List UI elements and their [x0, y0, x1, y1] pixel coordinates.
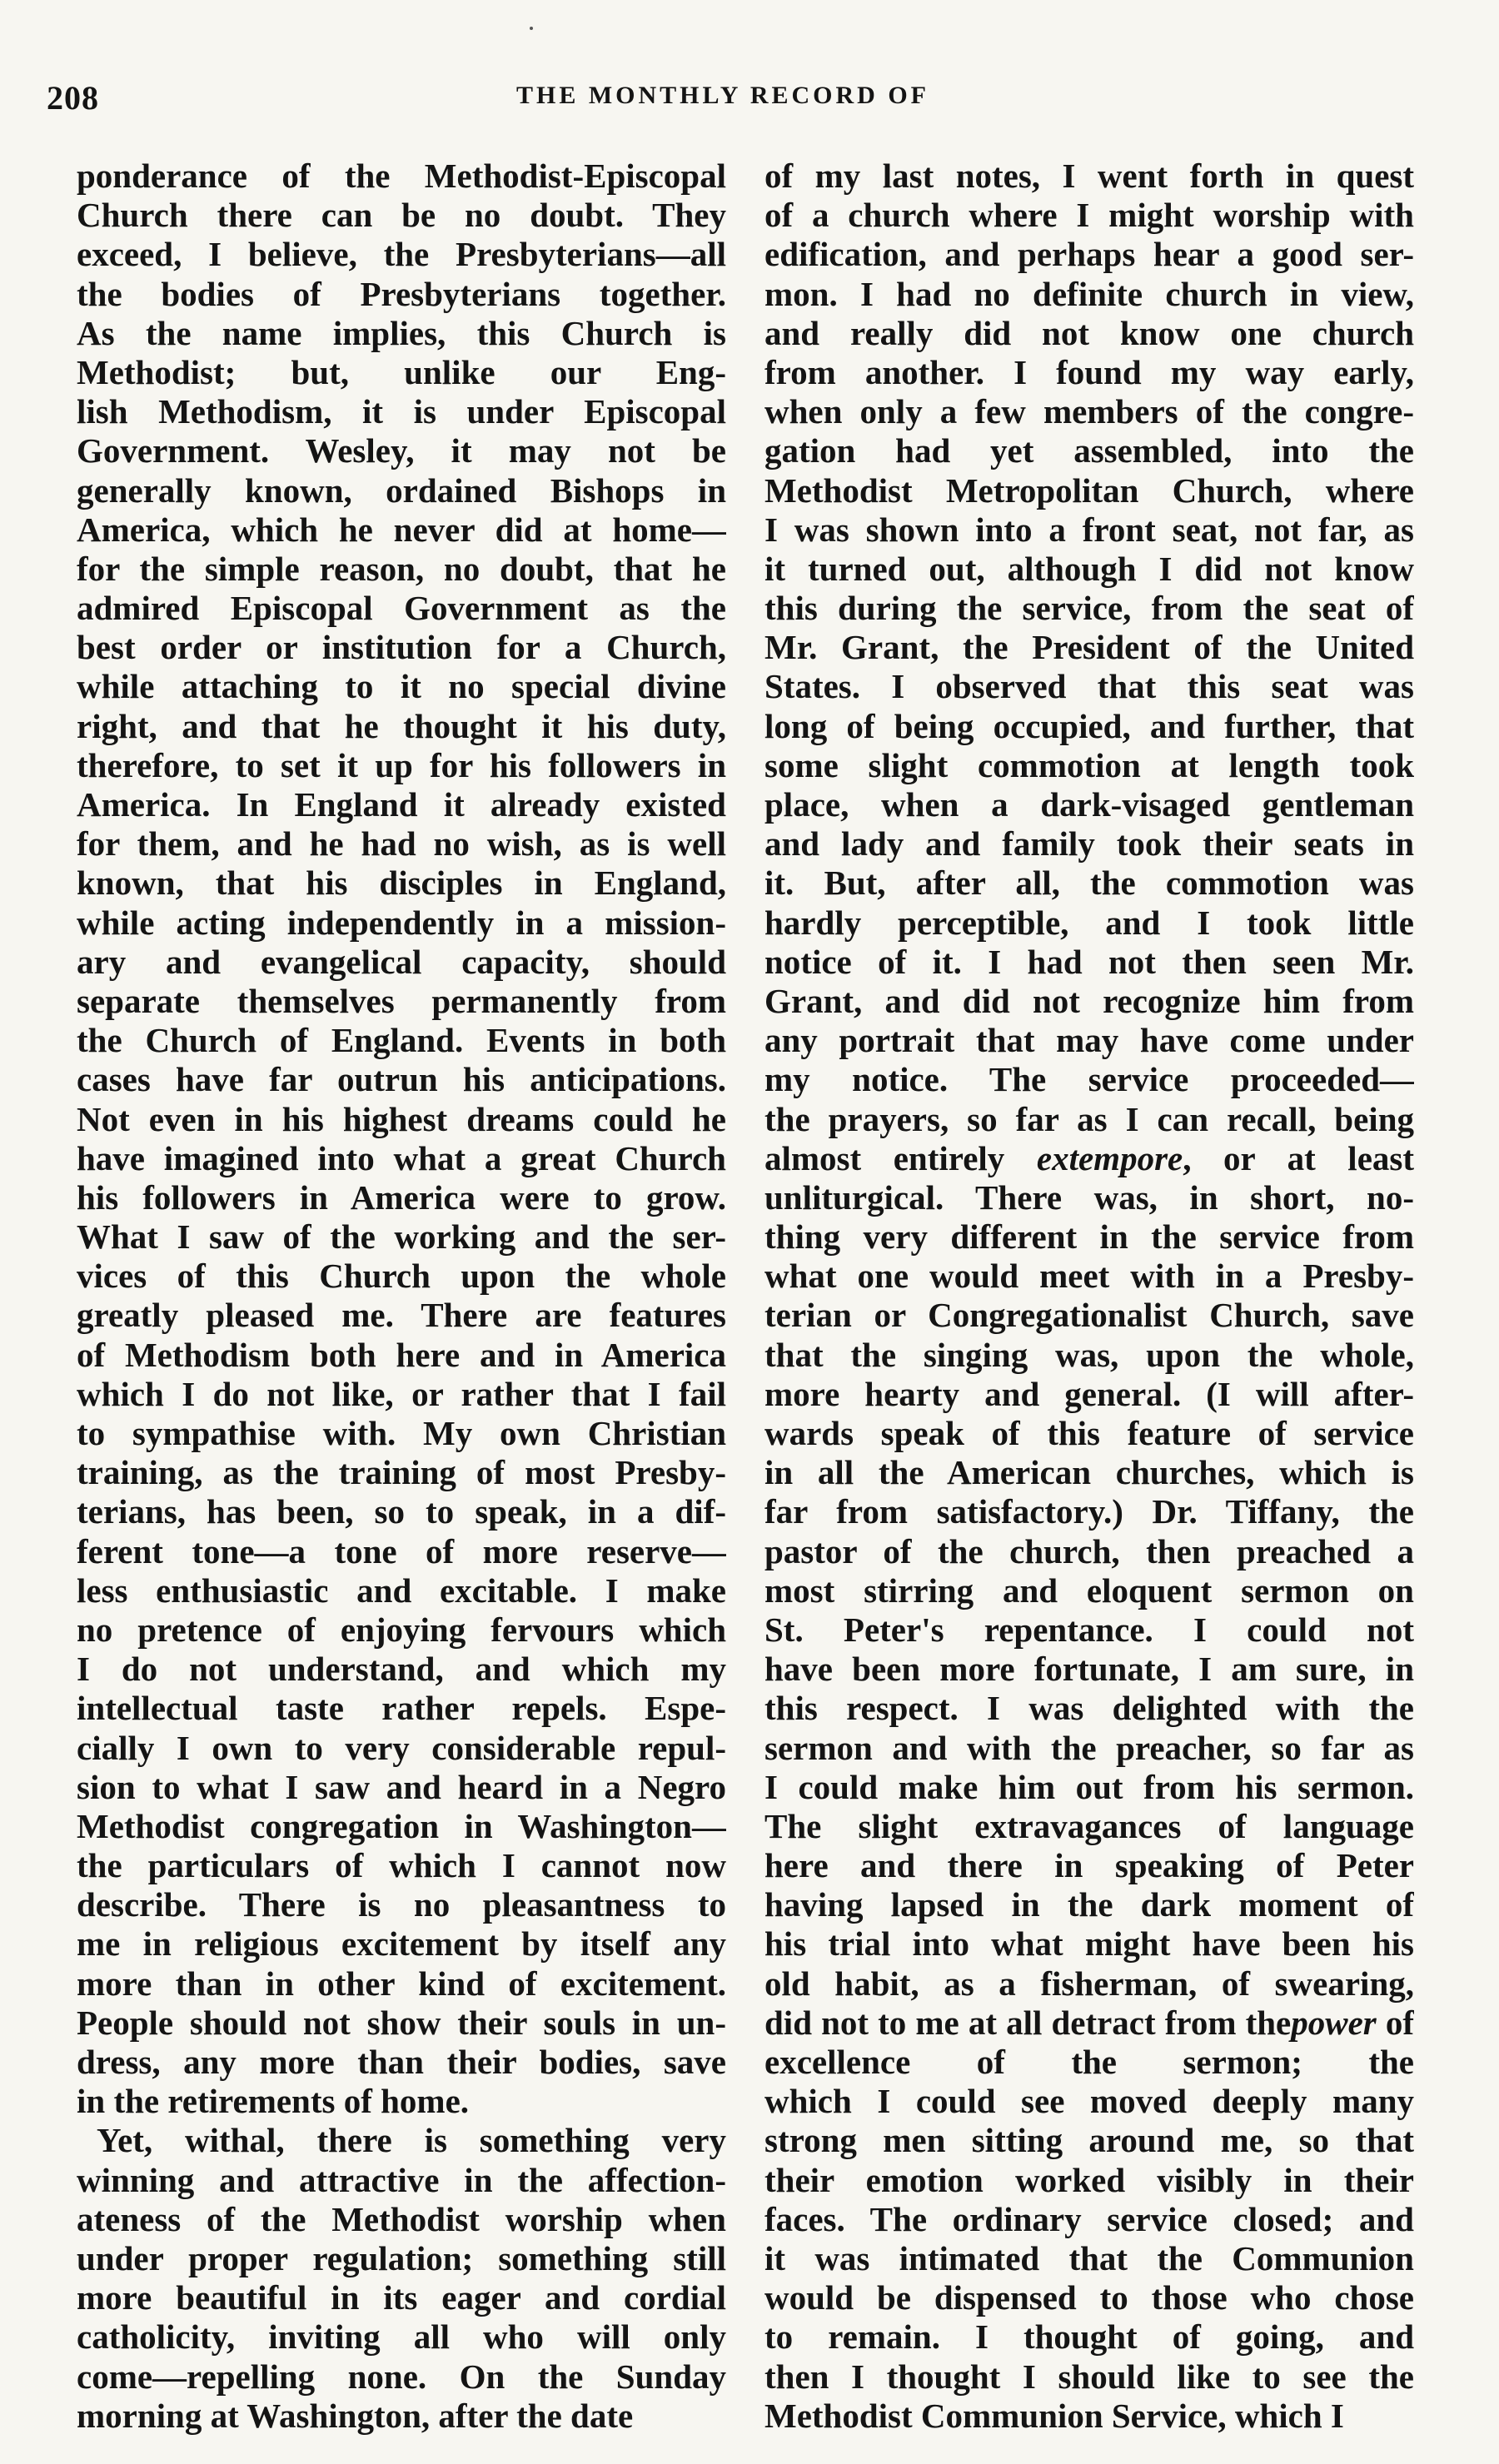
- text-line: exceed, I believe, the Presbyterians—all: [77, 235, 726, 274]
- text-line: it was intimated that the Communion: [764, 2238, 1414, 2277]
- text-line: Methodist Metropolitan Church, where: [764, 470, 1414, 510]
- text-line: Mr. Grant, the President of the United: [764, 628, 1414, 667]
- text-line: have imagined into what a great Church: [77, 1138, 726, 1177]
- text-line: Government. Wesley, it may not be: [77, 431, 726, 470]
- text-line: under proper regulation; something still: [77, 2238, 726, 2277]
- text-line: for them, and he had no wish, as is well: [77, 824, 726, 864]
- text-line: cially I own to very considerable repul-: [77, 1728, 726, 1767]
- text-line: America. In England it already existed: [77, 785, 726, 824]
- text-line: have been more fortunate, I am sure, in: [764, 1650, 1414, 1689]
- text-line: I was shown into a front seat, not far, as: [764, 510, 1414, 549]
- text-line: terians, has been, so to speak, in a dif-: [77, 1492, 726, 1531]
- text-line: cases have far outrun his anticipations.: [77, 1060, 726, 1099]
- page-header: [0, 78, 1499, 120]
- text-line: As the name implies, this Church is: [77, 313, 726, 352]
- text-line: place, when a dark-visaged gentleman: [764, 785, 1414, 824]
- left-column: [77, 157, 726, 2436]
- text-line: Methodist Communion Service, which I: [764, 2396, 1344, 2435]
- text-line: of Methodism both here and in America: [77, 1335, 726, 1374]
- text-line: vices of this Church upon the whole: [77, 1257, 726, 1296]
- text-line: then I thought I should like to see the: [764, 2357, 1414, 2396]
- text-line: ferent tone—a tone of more reserve—: [77, 1531, 726, 1570]
- text-segment: of: [1376, 2003, 1414, 2042]
- text-line: States. I observed that this seat was: [764, 667, 1414, 706]
- text-line: sermon and with the preacher, so far as: [764, 1728, 1414, 1767]
- text-line: therefore, to set it up for his followers in: [77, 745, 726, 784]
- text-line: thing very different in the service from: [764, 1217, 1414, 1257]
- text-line: having lapsed in the dark moment of: [764, 1885, 1414, 1924]
- text-line: excellence of the sermon; the: [764, 2043, 1414, 2081]
- text-line: I could make him out from his sermon.: [764, 1767, 1414, 1806]
- text-line: this respect. I was delighted with the: [764, 1689, 1414, 1728]
- text-line: of my last notes, I went forth in quest: [764, 157, 1414, 195]
- text-line: I do not understand, and which my: [77, 1650, 726, 1689]
- text-line: known, that his disciples in England,: [77, 864, 726, 903]
- text-line: separate themselves permanently from: [77, 981, 726, 1020]
- text-line: and lady and family took their seats in: [764, 824, 1414, 864]
- text-line: that the singing was, upon the whole,: [764, 1335, 1414, 1374]
- text-line: here and there in speaking of Peter: [764, 1846, 1414, 1885]
- text-line: most stirring and eloquent sermon on: [764, 1570, 1414, 1610]
- text-line: winning and attractive in the affection-: [77, 2160, 726, 2199]
- text-line: St. Peter's repentance. I could not: [764, 1610, 1414, 1649]
- italic-word: extempore: [1036, 1138, 1183, 1177]
- text-line: come—repelling none. On the Sunday: [77, 2357, 726, 2396]
- text-line: Not even in his highest dreams could he: [77, 1099, 726, 1138]
- text-line: strong men sitting around me, so that: [764, 2121, 1414, 2160]
- text-line: morning at Washington, after the date: [77, 2396, 634, 2435]
- text-line: any portrait that may have come under: [764, 1021, 1414, 1060]
- text-line: training, as the training of most Presby-: [77, 1453, 726, 1492]
- text-line: ponderance of the Methodist-Episcopal: [77, 157, 726, 195]
- text-line: edification, and perhaps hear a good ser-: [764, 235, 1414, 274]
- text-line: more hearty and general. (I will after-: [764, 1374, 1414, 1413]
- text-line: faces. The ordinary service closed; and: [764, 2199, 1414, 2238]
- italic-word: power: [1291, 2003, 1377, 2042]
- text-line: The slight extravagances of language: [764, 1806, 1414, 1845]
- text-line: far from satisfactory.) Dr. Tiffany, the: [764, 1492, 1414, 1531]
- text-line: when only a few members of the congre-: [764, 392, 1414, 431]
- text-line: this during the service, from the seat of: [764, 589, 1414, 628]
- text-line: terian or Congregationalist Church, save: [764, 1296, 1414, 1335]
- text-line: their emotion worked visibly in their: [764, 2160, 1414, 2199]
- text-line: it. But, after all, the commotion was: [764, 864, 1414, 903]
- text-line: unliturgical. There was, in short, no-: [764, 1177, 1414, 1217]
- text-line: while acting independently in a mission-: [77, 903, 726, 942]
- text-segment: almost entirely: [764, 1138, 1037, 1177]
- text-line: admired Episcopal Government as the: [77, 589, 726, 628]
- text-line: the bodies of Presbyterians together.: [77, 274, 726, 313]
- text-line: while attaching to it no special divine: [77, 667, 726, 706]
- text-line: what one would meet with in a Presby-: [764, 1257, 1414, 1296]
- text-line: more than in other kind of excitement.: [77, 1964, 726, 2003]
- text-line: intellectual taste rather repels. Espe-: [77, 1689, 726, 1728]
- text-line: me in religious excitement by itself any: [77, 1924, 726, 1964]
- text-line: no pretence of enjoying fervours which: [77, 1610, 726, 1649]
- text-line: mon. I had no definite church in view,: [764, 274, 1414, 313]
- text-line: old habit, as a fisherman, of swearing,: [764, 1964, 1414, 2003]
- text-line: Methodist congregation in Washington—: [77, 1806, 726, 1845]
- text-segment: , or at least: [1183, 1138, 1414, 1177]
- text-line: Yet, withal, there is something very: [97, 2121, 726, 2160]
- text-line: best order or institution for a Church,: [77, 628, 726, 667]
- running-head: THE MONTHLY RECORD OF: [516, 82, 929, 109]
- text-line: Grant, and did not recognize him from: [764, 981, 1414, 1020]
- text-line: greatly pleased me. There are features: [77, 1296, 726, 1335]
- text-line: from another. I found my way early,: [764, 352, 1414, 391]
- text-line: People should not show their souls in un-: [77, 2003, 726, 2042]
- text-line: [764, 1139, 1414, 1178]
- text-line: which I could see moved deeply many: [764, 2082, 1414, 2121]
- text-line: long of being occupied, and further, that: [764, 706, 1414, 745]
- text-line: more beautiful in its eager and cordial: [77, 2278, 726, 2317]
- text-line: it turned out, although I did not know: [764, 549, 1414, 588]
- text-line: right, and that he thought it his duty,: [77, 706, 726, 745]
- text-line: What I saw of the working and the ser-: [77, 1217, 726, 1257]
- text-line: ateness of the Methodist worship when: [77, 2199, 726, 2238]
- text-line: gation had yet assembled, into the: [764, 431, 1414, 470]
- text-line: catholicity, inviting all who will only: [77, 2317, 726, 2357]
- text-line: would be dispensed to those who chose: [764, 2278, 1414, 2317]
- text-line: notice of it. I had not then seen Mr.: [764, 942, 1414, 981]
- text-line: his trial into what might have been his: [764, 1924, 1414, 1964]
- text-line: the prayers, so far as I can recall, being: [764, 1099, 1414, 1138]
- text-line: dress, any more than their bodies, save: [77, 2043, 726, 2081]
- text-line: his followers in America were to grow.: [77, 1177, 726, 1217]
- text-line: in all the American churches, which is: [764, 1453, 1414, 1492]
- text-line: Methodist; but, unlike our Eng-: [77, 352, 726, 391]
- text-line: the particulars of which I cannot now: [77, 1846, 726, 1885]
- text-line: my notice. The service proceeded—: [764, 1060, 1414, 1099]
- text-line: lish Methodism, it is under Episcopal: [77, 392, 726, 431]
- text-line: [764, 2004, 1414, 2043]
- text-line: ary and evangelical capacity, should: [77, 942, 726, 981]
- text-line: hardly perceptible, and I took little: [764, 903, 1414, 942]
- text-line: generally known, ordained Bishops in: [77, 470, 726, 510]
- text-line: and really did not know one church: [764, 313, 1414, 352]
- text-line: pastor of the church, then preached a: [764, 1531, 1414, 1570]
- right-column: [764, 157, 1414, 2436]
- text-line: in the retirements of home.: [77, 2082, 470, 2121]
- text-line: to sympathise with. My own Christian: [77, 1414, 726, 1452]
- text-line: sion to what I saw and heard in a Negro: [77, 1767, 726, 1806]
- text-line: for the simple reason, no doubt, that he: [77, 549, 726, 588]
- text-segment: did not to me at all detract from the: [764, 2003, 1292, 2042]
- page-number: 208: [47, 79, 99, 117]
- text-line: to remain. I thought of going, and: [764, 2317, 1414, 2357]
- text-line: less enthusiastic and excitable. I make: [77, 1570, 726, 1610]
- ink-speck: [530, 27, 533, 30]
- text-line: Church there can be no doubt. They: [77, 196, 726, 235]
- text-line: some slight commotion at length took: [764, 745, 1414, 784]
- text-line: America, which he never did at home—: [77, 510, 726, 549]
- text-line: which I do not like, or rather that I fail: [77, 1374, 726, 1413]
- text-line: of a church where I might worship with: [764, 196, 1414, 235]
- text-line: the Church of England. Events in both: [77, 1021, 726, 1060]
- text-line: describe. There is no pleasantness to: [77, 1885, 726, 1924]
- text-line: wards speak of this feature of service: [764, 1414, 1414, 1452]
